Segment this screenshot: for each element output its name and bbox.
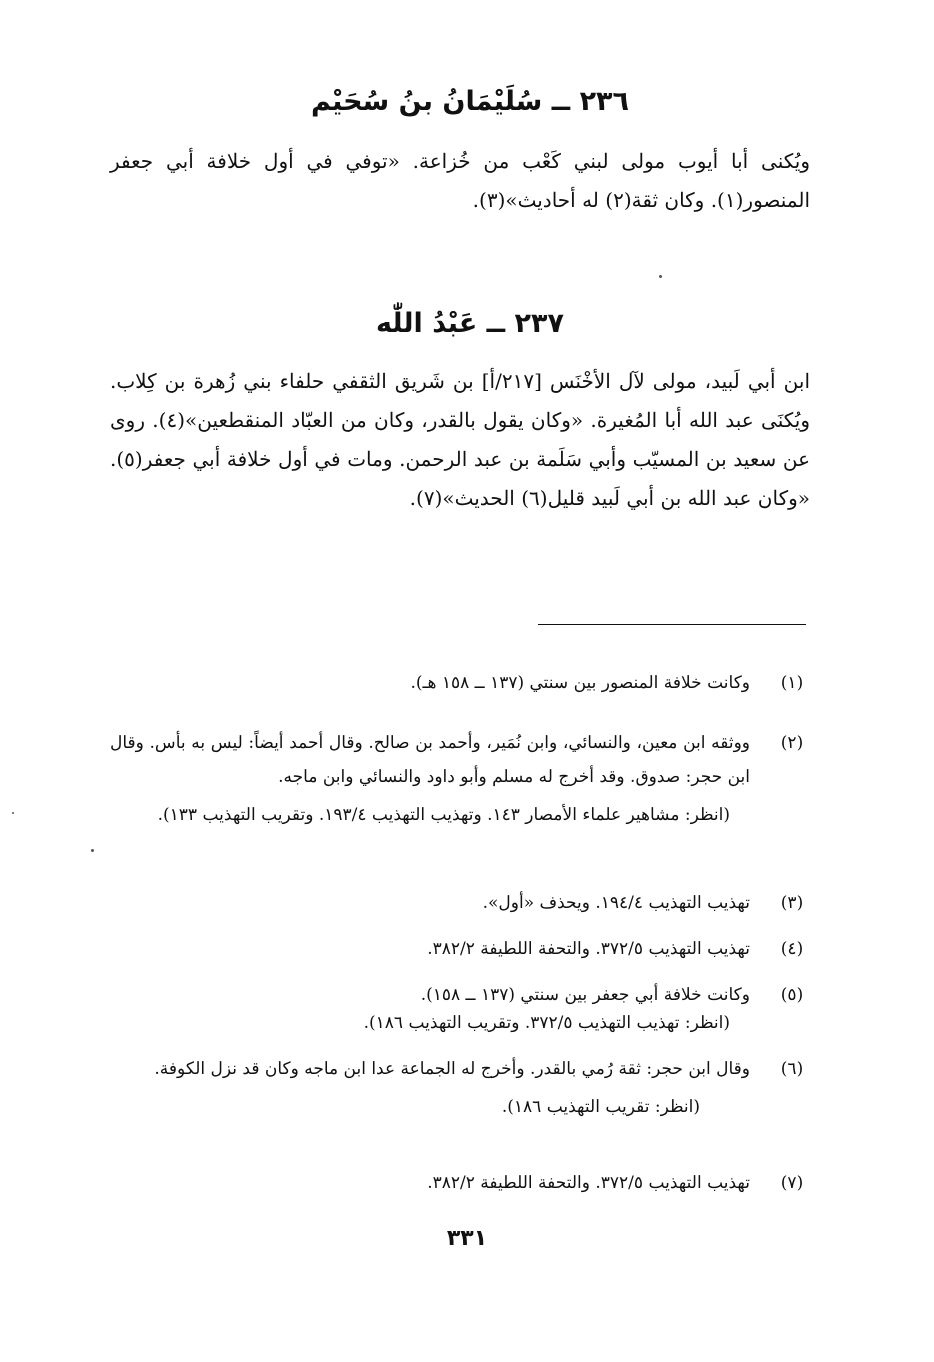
scan-speck bbox=[91, 849, 94, 852]
footnote-5 bbox=[110, 978, 810, 1040]
entry-heading-237: ٢٣٧ ــ عَبْدُ اللّٰه bbox=[376, 308, 564, 339]
footnote-text: وكانت خلافة المنصور بين سنتي (١٣٧ ــ ١٥٨ هـ). bbox=[410, 673, 750, 693]
footnote-number: (٢) bbox=[780, 733, 804, 753]
footnote-number: (٦) bbox=[780, 1059, 804, 1079]
footnote-reference: (انظر: تهذيب التهذيب ٣٧٢/٥. وتقريب التهذيب ١٨٦). bbox=[363, 1013, 730, 1033]
footnote-text: وكانت خلافة أبي جعفر بين سنتي (١٣٧ ــ ١٥٨). bbox=[420, 985, 750, 1005]
footnote-6 bbox=[110, 1052, 810, 1124]
entry-text-236: ويُكنى أبا أيوب مولى لبني كَعْب من خُزاعة. «توفي في أول خلافة أبي جعفر المنصور(١). وكان ثقة(٢) له أحاديث»(٣). bbox=[110, 149, 810, 212]
footnote-separator bbox=[538, 624, 806, 625]
footnote-text: تهذيب التهذيب ٣٧٢/٥. والتحفة اللطيفة ٣٨٢/٢. bbox=[427, 939, 750, 959]
footnote-text: وقال ابن حجر: ثقة رُمي بالقدر. وأخرج له الجماعة عدا ابن ماجه وكان قد نزل الكوفة. bbox=[154, 1059, 750, 1079]
page-number: ٣٣١ bbox=[446, 1226, 488, 1251]
footnote-number: (١) bbox=[780, 673, 804, 693]
footnote-4 bbox=[110, 932, 810, 966]
footnote-number: (٤) bbox=[780, 939, 804, 959]
entry-text-237: ابن أبي لَبيد، مولى لآل الأخْنَس [٢١٧/أ] بن شَريق الثقفي حلفاء بني زُهرة بن كِلاب. ويُكنَى عبد الله أبا المُغيرة. «وكان يقول بالقدر، وكان من العبّاد المنقطعين»(٤). روى عن سعيد بن المسيّب وأبي سَلَمة بن عبد الرحمن. ومات في أول خلافة أبي جعفر(٥). «وكان عبد الله بن أبي لَبيد قليل(٦) الحديث»(٧). bbox=[110, 369, 811, 510]
footnote-1 bbox=[110, 666, 810, 700]
footnote-text: تهذيب التهذيب ٣٧٢/٥. والتحفة اللطيفة ٣٨٢/٢. bbox=[427, 1173, 750, 1193]
entry-heading-236: ٢٣٦ ــ سُلَيْمَانُ بنُ سُحَيْم bbox=[310, 86, 630, 117]
footnote-number: (٥) bbox=[780, 985, 804, 1005]
footnote-3 bbox=[110, 886, 810, 920]
footnote-reference: (انظر: مشاهير علماء الأمصار ١٤٣. وتهذيب التهذيب ١٩٣/٤. وتقريب التهذيب ١٣٣). bbox=[157, 805, 730, 825]
footnote-text: تهذيب التهذيب ١٩٤/٤. ويحذف «أول». bbox=[482, 893, 750, 913]
scan-speck bbox=[659, 275, 662, 278]
footnote-7 bbox=[110, 1166, 810, 1200]
footnote-number: (٣) bbox=[780, 893, 804, 913]
scan-speck bbox=[12, 812, 14, 814]
footnote-number: (٧) bbox=[780, 1173, 804, 1193]
footnote-reference: (انظر: تقريب التهذيب ١٨٦). bbox=[501, 1097, 700, 1117]
footnote-text: ووثقه ابن معين، والنسائي، وابن نُمَير، وأحمد بن صالح. وقال أحمد أيضاً: ليس به بأس. وقال ابن حجر: صدوق. وقد أخرج له مسلم وأبو داود والنسائي وابن ماجه. bbox=[110, 733, 750, 787]
footnote-2 bbox=[110, 726, 810, 832]
